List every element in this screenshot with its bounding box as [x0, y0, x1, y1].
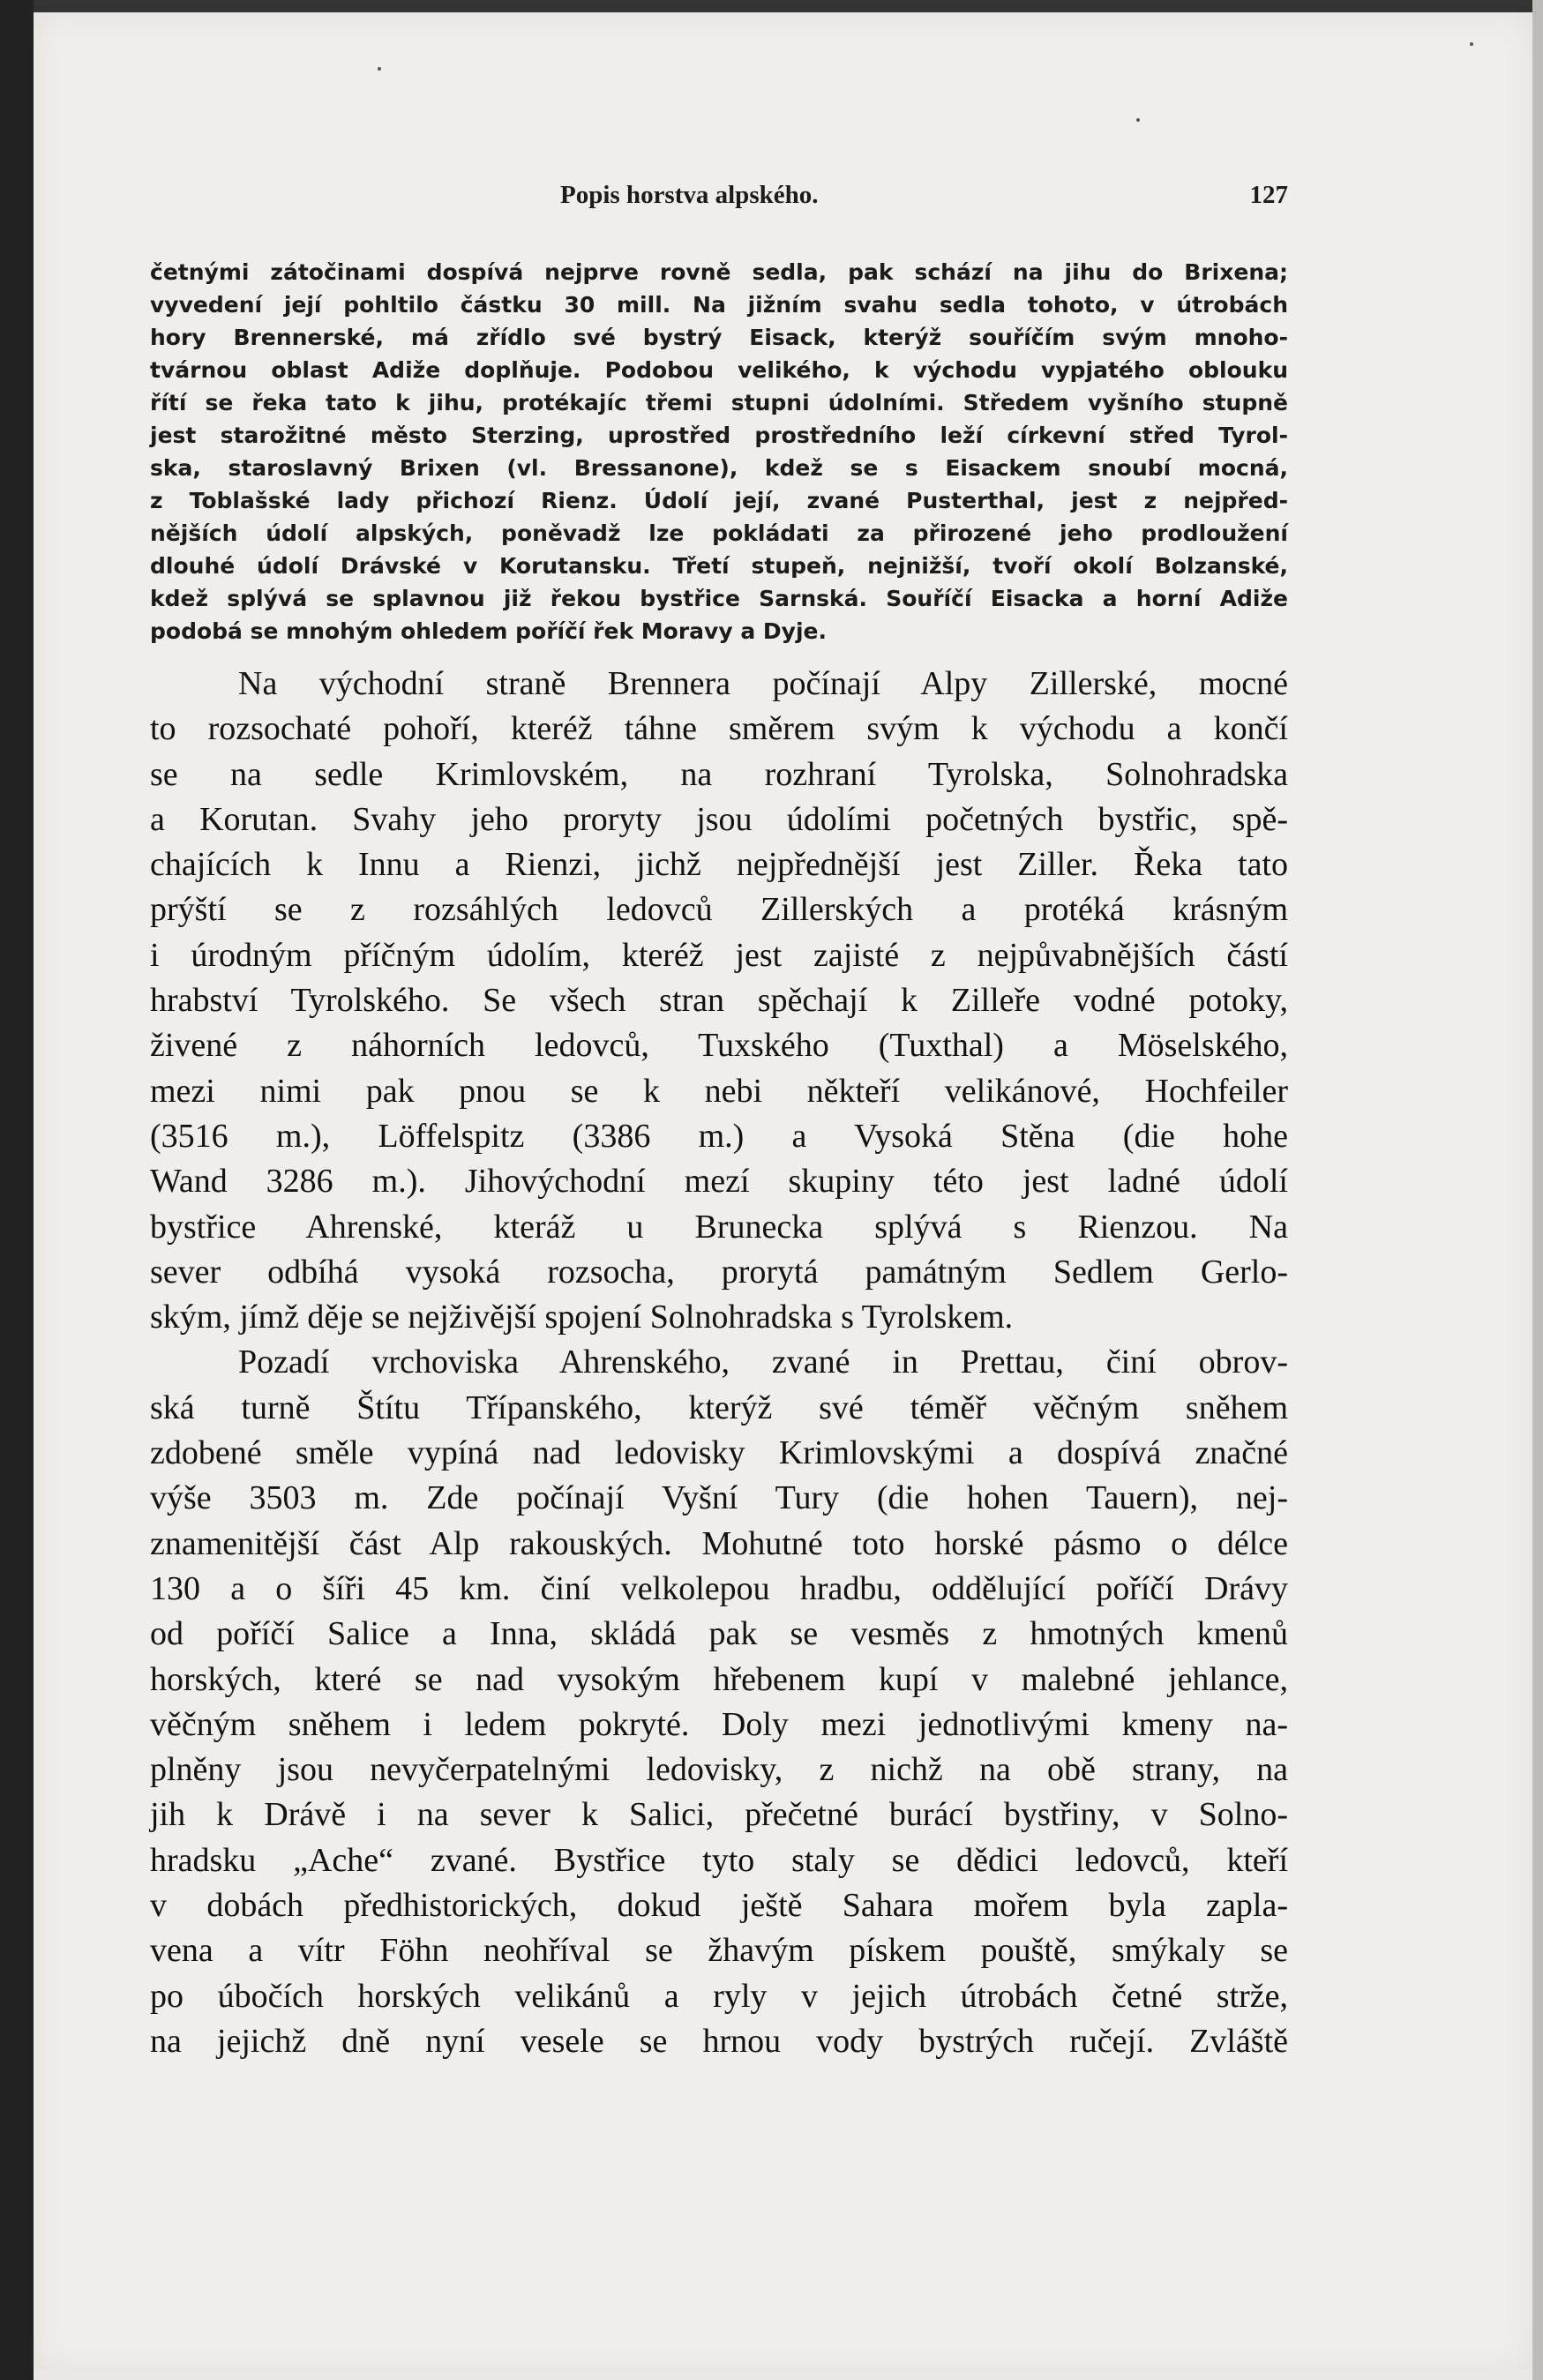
text-line: hradsku „Ache“ zvané. Bystřice tyto staly se dědici ledovců, kteří	[150, 1841, 1288, 1879]
text-line: sever odbíhá vysoká rozsocha, prorytá památným Sedlem Gerlo-	[150, 1253, 1288, 1291]
text-line: jih k Drávě i na sever k Salici, přečetné burácí bystřiny, v Solno-	[150, 1796, 1288, 1834]
running-title: Popis horstva alpského.	[560, 181, 819, 209]
text-line: se na sedle Krimlovském, na rozhraní Tyrolska, Solnohradska	[150, 755, 1288, 793]
footnote-line: dlouhé údolí Drávské v Korutansku. Třetí stupeň, nejnižší, tvoří okolí Bolzanské,	[150, 553, 1288, 579]
text-line: Wand 3286 m.). Jihovýchodní mezí skupiny této jest ladné údolí	[150, 1163, 1288, 1201]
text-line: živené z náhorních ledovců, Tuxského (Tuxthal) a Möselského,	[150, 1027, 1288, 1065]
text-line: ským, jímž děje se nejživější spojení Solnohradska s Tyrolskem.	[150, 1299, 1014, 1336]
footnote-line: vyvedení její pohltilo částku 30 mill. Na jižním svahu sedla tohoto, v útrobách	[150, 292, 1288, 318]
text-line: od poříčí Salice a Inna, skládá pak se vesměs z hmotných kmenů	[150, 1615, 1288, 1653]
text-line: 130 a o šíři 45 km. činí velkolepou hradbu, oddělující poříčí Drávy	[150, 1569, 1288, 1607]
text-line: plněny jsou nevyčerpatelnými ledovisky, z nichž na obě strany, na	[150, 1751, 1288, 1789]
text-line: zdobené směle vypíná nad ledovisky Krimlovskými a dospívá značné	[150, 1434, 1288, 1472]
page-number: 127	[1249, 181, 1288, 209]
text-line: (3516 m.), Löffelspitz (3386 m.) a Vysoká Stěna (die hohe	[150, 1117, 1288, 1155]
footnote-line: hory Brennerské, má zřídlo své bystrý Eisack, kterýž souříčím svým mnoho-	[150, 325, 1288, 350]
footnote-line: tvárnou oblast Adiže doplňuje. Podobou velikého, k východu vypjatého oblouku	[150, 357, 1288, 383]
text-line: chajících k Innu a Rienzi, jichž nejpřednější jest Ziller. Řeka tato	[150, 846, 1288, 884]
scan-top-edge	[34, 0, 1543, 12]
footnote-line: podobá se mnohým ohledem poříčí řek Moravy a Dyje.	[150, 618, 827, 644]
scan-left-edge	[0, 0, 34, 2380]
footnote-line: jest starožitné město Sterzing, uprostřed prostředního leží církevní střed Tyrol-	[150, 423, 1288, 448]
footnote-paragraph	[150, 256, 1288, 647]
scan-right-edge	[1532, 0, 1543, 2380]
text-line: znamenitější část Alp rakouských. Mohutné toto horské pásmo o délce	[150, 1524, 1288, 1562]
paper-speck	[1136, 118, 1140, 122]
text-line: to rozsochaté pohoří, kteréž táhne směrem svým k východu a končí	[150, 710, 1288, 748]
text-line: a Korutan. Svahy jeho proryty jsou údolími početných bystřic, spě-	[150, 800, 1288, 838]
footnote-line: četnými zátočinami dospívá nejprve rovně sedla, pak schází na jihu do Brixena;	[150, 259, 1288, 285]
footnote-line: kdež splývá se splavnou již řekou bystřice Sarnská. Souříčí Eisacka a horní Adiže	[150, 586, 1288, 611]
footnote-line: z Toblašské lady přichozí Rienz. Údolí její, zvané Pusterthal, jest z nejpřed-	[150, 488, 1288, 513]
text-line: vena a vítr Föhn neohříval se žhavým pískem pouště, smýkaly se	[150, 1932, 1288, 1970]
text-line: ská turně Štítu Třípanského, kterýž své téměř věčným sněhem	[150, 1388, 1288, 1426]
text-line: výše 3503 m. Zde počínají Vyšní Tury (die hohen Tauern), nej-	[150, 1479, 1288, 1517]
text-line: prýští se z rozsáhlých ledovců Zillerských a protéká krásným	[150, 891, 1288, 929]
paper-speck	[1470, 42, 1473, 46]
footnote-line: ska, staroslavný Brixen (vl. Bressanone), kdež se s Eisackem snoubí mocná,	[150, 455, 1288, 481]
footnote-line: řítí se řeka tato k jihu, protékajíc třemi stupni údolními. Středem vyšního stupně	[150, 390, 1288, 415]
body-text	[150, 662, 1288, 2064]
text-line: na jejichž dně nyní vesele se hrnou vody bystrých ručejí. Zvláště	[150, 2022, 1288, 2060]
text-line: v dobách předhistorických, dokud ještě Sahara mořem byla zapla-	[150, 1887, 1288, 1925]
text-line: i úrodným příčným údolím, kteréž jest zajisté z nejpůvabnějších částí	[150, 936, 1288, 974]
text-line: Na východní straně Brennera počínají Alpy Zillerské, mocné	[238, 665, 1288, 702]
paper-speck	[378, 67, 381, 71]
text-line: horských, které se nad vysokým hřebenem kupí v malebné jehlance,	[150, 1660, 1288, 1698]
text-line: Pozadí vrchoviska Ahrenského, zvané in Prettau, činí obrov-	[238, 1343, 1288, 1381]
text-line: věčným sněhem i ledem pokryté. Doly mezi jednotlivými kmeny na-	[150, 1705, 1288, 1743]
footnote-line: nějších údolí alpských, poněvadž lze pokládati za přirozené jeho prodloužení	[150, 520, 1288, 546]
text-line: po úbočích horských velikánů a ryly v jejich útrobách četné strže,	[150, 1977, 1288, 2015]
text-line: hrabství Tyrolského. Se všech stran spěchají k Zilleře vodné potoky,	[150, 982, 1288, 1020]
text-line: bystřice Ahrenské, kteráž u Brunecka splývá s Rienzou. Na	[150, 1208, 1288, 1246]
text-line: mezi nimi pak pnou se k nebi někteří velikánové, Hochfeiler	[150, 1072, 1288, 1110]
